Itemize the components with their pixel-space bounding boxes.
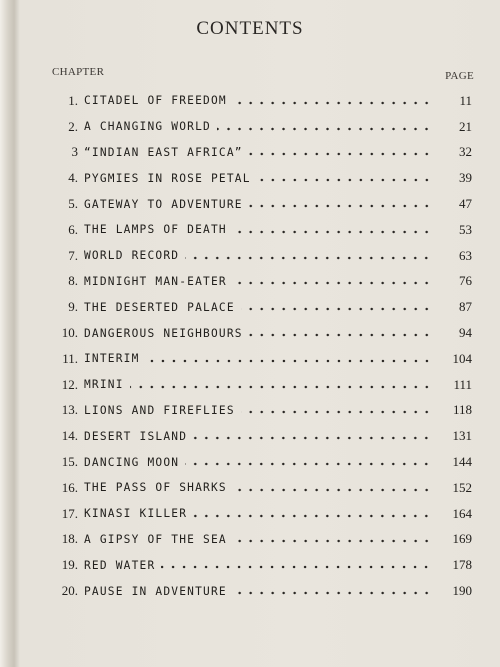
toc-entry: [52, 269, 472, 295]
toc-entry: [52, 165, 472, 191]
chapter-number: 11.: [62, 350, 78, 366]
dot-leader: [257, 173, 432, 187]
page-column-header: PAGE: [445, 70, 474, 82]
dot-leader: [241, 302, 432, 316]
chapter-title: A CHANGING WORLD: [84, 120, 211, 134]
chapter-title: RED WATER: [84, 558, 156, 572]
dot-leader: [130, 380, 432, 394]
dot-leader: [146, 354, 432, 368]
chapter-title: DESERT ISLAND: [84, 429, 188, 443]
chapter-title: PYGMIES IN ROSE PETAL: [84, 171, 251, 185]
dot-leader: [161, 560, 432, 574]
page-number: 63: [459, 247, 472, 263]
toc-entry: [52, 578, 472, 604]
chapter-number: 4.: [68, 170, 78, 186]
dot-leader: [233, 96, 432, 110]
toc-entry: [52, 140, 472, 166]
page-number: 47: [459, 196, 472, 212]
dot-leader: [241, 405, 432, 419]
dot-leader: [193, 509, 432, 523]
page-number: 131: [452, 428, 472, 444]
chapter-title: DANGEROUS NEIGHBOURS: [84, 326, 243, 340]
dot-leader: [185, 457, 432, 471]
chapter-title: “INDIAN EAST AFRICA”: [84, 145, 243, 159]
chapter-title: GATEWAY TO ADVENTURE: [84, 197, 243, 211]
chapter-number: 6.: [68, 221, 78, 237]
toc-entry: [52, 475, 472, 501]
chapter-number: 3: [71, 144, 78, 160]
page-number: 21: [459, 118, 472, 134]
toc-entry: [52, 243, 472, 269]
dot-leader: [249, 199, 432, 213]
chapter-title: LIONS AND FIREFLIES: [84, 403, 235, 417]
chapter-title: MIDNIGHT MAN-EATER: [84, 274, 227, 288]
chapter-number: 13.: [61, 402, 78, 418]
chapter-column-header: CHAPTER: [52, 66, 105, 78]
page-number: 39: [459, 170, 472, 186]
chapter-title: MRINI: [84, 378, 124, 392]
page-number: 190: [452, 583, 472, 599]
chapter-number: 19.: [61, 557, 78, 573]
dot-leader: [185, 251, 432, 265]
toc-entry: [52, 217, 472, 243]
page-number: 76: [459, 273, 472, 289]
toc-entry: [52, 398, 472, 424]
dot-leader: [233, 276, 432, 290]
chapter-title: PAUSE IN ADVENTURE: [84, 584, 227, 598]
dot-leader: [233, 483, 432, 497]
chapter-number: 18.: [61, 531, 78, 547]
chapter-title: DANCING MOON: [84, 455, 180, 469]
chapter-title: THE DESERTED PALACE: [84, 300, 235, 314]
dot-leader: [193, 431, 432, 445]
chapter-title: WORLD RECORD: [84, 249, 180, 263]
page-number: 53: [459, 221, 472, 237]
chapter-number: 2.: [68, 118, 78, 134]
page-binding-edge: [0, 0, 20, 667]
chapter-title: A GIPSY OF THE SEA: [84, 532, 227, 546]
page-number: 164: [452, 505, 472, 521]
dot-leader: [217, 122, 432, 136]
toc-entry: [52, 320, 472, 346]
page-number: 169: [452, 531, 472, 547]
dot-leader: [233, 586, 432, 600]
page-number: 11: [459, 92, 472, 108]
toc-entry: [52, 423, 472, 449]
page-number: 104: [452, 350, 472, 366]
toc-entry: [52, 191, 472, 217]
chapter-number: 14.: [61, 428, 78, 444]
chapter-number: 17.: [61, 505, 78, 521]
table-of-contents: [52, 88, 472, 604]
chapter-title: THE PASS OF SHARKS: [84, 481, 227, 495]
chapter-number: 12.: [61, 376, 78, 392]
page-title: CONTENTS: [196, 18, 304, 39]
chapter-title: THE LAMPS OF DEATH: [84, 223, 227, 237]
toc-entry: [52, 294, 472, 320]
chapter-number: 20.: [61, 583, 78, 599]
page-number: 144: [452, 454, 472, 470]
chapter-number: 8.: [68, 273, 78, 289]
chapter-title: KINASI KILLER: [84, 507, 188, 521]
page-number: 32: [459, 144, 472, 160]
chapter-number: 9.: [68, 299, 78, 315]
page-number: 118: [452, 402, 472, 418]
chapter-title: INTERIM: [84, 352, 140, 366]
dot-leader: [249, 328, 432, 342]
dot-leader: [249, 147, 432, 161]
page-number: 178: [452, 557, 472, 573]
toc-entry: [52, 88, 472, 114]
toc-entry: [52, 552, 472, 578]
dot-leader: [233, 225, 432, 239]
page-number: 94: [459, 325, 472, 341]
page-number: 111: [453, 376, 472, 392]
chapter-number: 15.: [61, 454, 78, 470]
chapter-number: 10.: [61, 325, 78, 341]
chapter-number: 1.: [68, 92, 78, 108]
page-number: 152: [452, 479, 472, 495]
dot-leader: [233, 534, 432, 548]
toc-entry: [52, 527, 472, 553]
toc-entry: [52, 372, 472, 398]
chapter-number: 16.: [61, 479, 78, 495]
page-number: 87: [459, 299, 472, 315]
chapter-number: 5.: [68, 196, 78, 212]
toc-entry: [52, 501, 472, 527]
chapter-title: CITADEL OF FREEDOM: [84, 94, 227, 108]
toc-entry: [52, 114, 472, 140]
toc-entry: [52, 449, 472, 475]
toc-entry: [52, 346, 472, 372]
chapter-number: 7.: [68, 247, 78, 263]
